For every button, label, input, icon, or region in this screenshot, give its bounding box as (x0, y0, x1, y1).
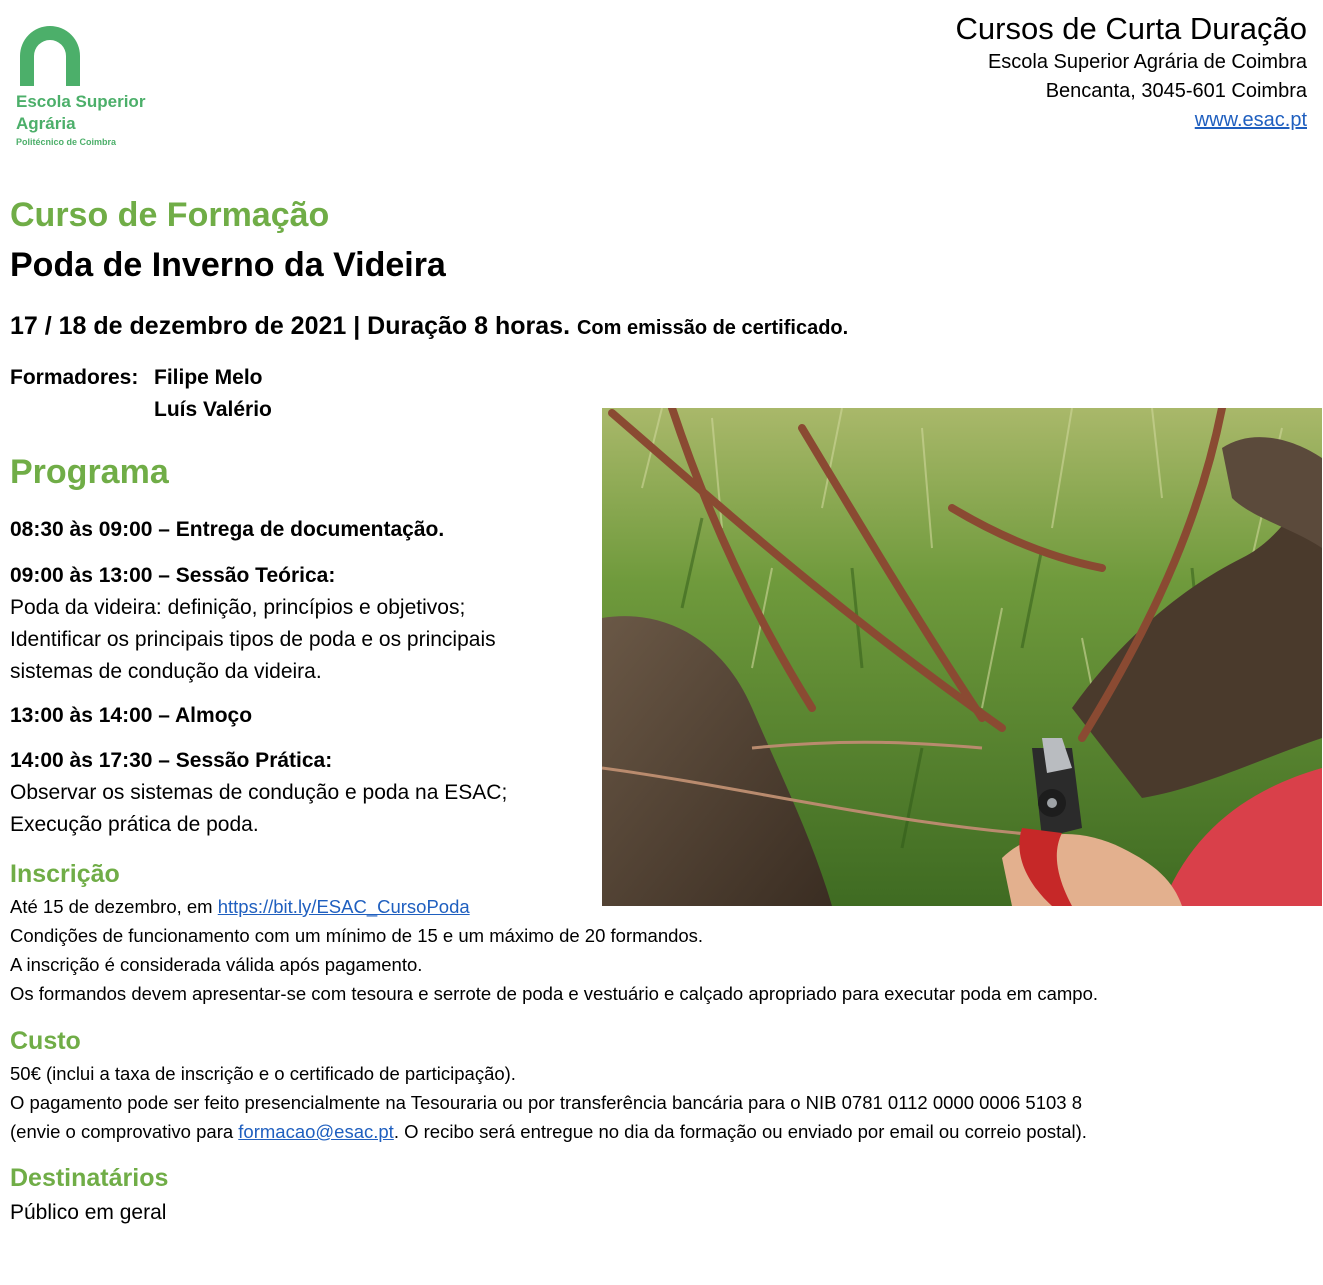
session-1 (10, 514, 444, 546)
email-link[interactable]: formacao@esac.pt (238, 1121, 394, 1142)
logo-line-3: Politécnico de Coimbra (16, 137, 117, 147)
audience-text: Público em geral (10, 1201, 167, 1224)
session-line: Execução prática de poda. (10, 813, 259, 836)
vine-pruning-image (602, 408, 1322, 906)
registration-line-1 (10, 892, 1098, 921)
registration-body (10, 892, 1098, 1008)
logo-line-1: Escola Superior (16, 92, 146, 111)
header-title: Cursos de Curta Duração (955, 11, 1307, 46)
header-institution: Escola Superior Agrária de Coimbra (987, 51, 1307, 73)
registration-line-3: A inscrição é considerada válida após pagamento. (10, 954, 423, 975)
cost-line-1: 50€ (inclui a taxa de inscrição e o certificado de participação). (10, 1063, 516, 1084)
registration-line-4: Os formandos devem apresentar-se com tesoura e serrote de poda e vestuário e calçado apropriado para executar poda em campo. (10, 983, 1098, 1004)
cost-body (10, 1059, 1087, 1146)
registration-line-2: Condições de funcionamento com um mínimo de 15 e um máximo de 20 formandos. (10, 925, 704, 946)
header-info (956, 10, 1308, 135)
dates-text: 17 / 18 de dezembro de 2021 | Duração 8 horas. (10, 312, 571, 340)
session-time: 13:00 às 14:00 – Almoço (10, 704, 253, 727)
cost-line-2: O pagamento pode ser feito presencialmente na Tesouraria ou por transferência bancária para o NIB 0781 0112 0000 0006 5103 8 (10, 1092, 1083, 1113)
course-label: Curso de Formação (10, 196, 330, 234)
course-title: Poda de Inverno da Videira (10, 246, 446, 284)
cost-title: Custo (10, 1027, 81, 1055)
registration-link[interactable]: https://bit.ly/ESAC_CursoPoda (217, 896, 470, 917)
trainers (10, 362, 272, 426)
certificate-text: Com emissão de certificado. (576, 317, 849, 339)
audience-title: Destinatários (10, 1164, 169, 1192)
session-2 (10, 560, 496, 688)
session-time: 14:00 às 17:30 – Sessão Prática: (10, 749, 333, 772)
session-4 (10, 745, 507, 841)
cost-line-3 (10, 1117, 1087, 1146)
session-line: sistemas de condução da videira. (10, 660, 322, 683)
program-title: Programa (10, 453, 169, 491)
session-line: Observar os sistemas de condução e poda na ESAC; (10, 781, 508, 804)
cost-line-3-prefix: (envie o comprovativo para (10, 1121, 239, 1142)
trainer-name: Filipe Melo (154, 366, 263, 389)
registration-prefix: Até 15 de dezembro, em (10, 896, 218, 917)
session-time: 09:00 às 13:00 – Sessão Teórica: (10, 564, 336, 587)
arch-logo-icon (16, 26, 84, 86)
registration-title: Inscrição (10, 860, 120, 888)
esac-logo (14, 26, 194, 156)
session-3 (10, 700, 252, 732)
session-line: Identificar os principais tipos de poda e os principais (10, 628, 496, 651)
cost-line-3-suffix: . O recibo será entregue no dia da formação ou enviado por email ou correio postal). (393, 1121, 1087, 1142)
header-address: Bencanta, 3045-601 Coimbra (1045, 80, 1307, 102)
vine-pruning-photo (602, 408, 1322, 906)
website-link[interactable]: www.esac.pt (1194, 109, 1307, 131)
session-time: 08:30 às 09:00 – Entrega de documentação. (10, 518, 445, 541)
trainer-name: Luís Valério (154, 398, 272, 421)
trainers-label: Formadores: (10, 366, 139, 389)
course-dates (10, 308, 848, 346)
session-line: Poda da videira: definição, princípios e objetivos; (10, 596, 466, 619)
logo-line-2: Agrária (16, 114, 76, 133)
